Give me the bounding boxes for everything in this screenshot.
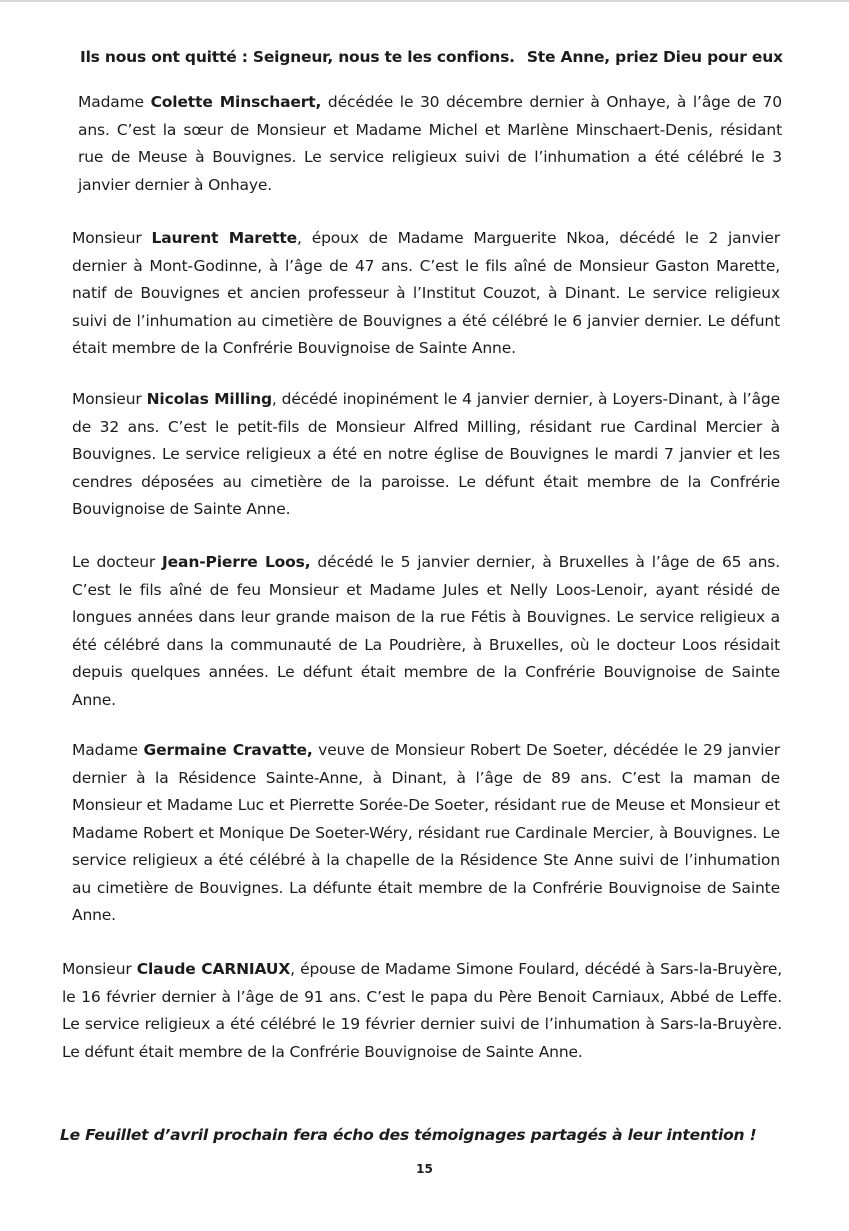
top-edge-line [0,0,849,2]
entry-text: décédé le 5 janvier dernier, à Bruxelles à l’âge de 65 ans. C’est le fils aîné de feu Monsieur et Madame Jules et Nelly Loos-Lenoir, ayant résidé de longues années dans leur grande maison de la rue Fétis à Bouvignes. Le service religieux a été célébré dans la communauté de La Poudrière, à Bruxelles, où le docteur Loos résidait depuis quelques années. Le défunt était membre de la Confrérie Bouvignoise de Sainte Anne. [72,553,781,709]
entry-prefix: Le docteur [72,553,163,571]
entry-prefix: Monsieur [72,390,147,408]
entry-name: Germaine Cravatte, [143,741,313,759]
entry-text: , époux de Madame Marguerite Nkoa, décédé le 2 janvier dernier à Mont-Godinne, à l’âge de 47 ans. C’est le fils aîné de Monsieur Gaston Marette, natif de Bouvignes et ancien professeur à l’Institut Couzot, à Dinant. Le service religieux suivi de l’inhumation au cimetière de Bouvignes a été célébré le 6 janvier dernier. Le défunt était membre de la Confrérie Bouvignoise de Sainte Anne. [72,229,780,357]
entry-prefix: Monsieur [62,960,137,978]
entry-prefix: Madame [78,93,151,111]
section-heading [80,48,800,66]
entry-text: , décédé inopinément le 4 janvier dernier, à Loyers-Dinant, à l’âge de 32 ans. C’est le petit-fils de Monsieur Alfred Milling, résidant rue Cardinal Mercier à Bouvignes. Le service religieux a été en notre église de Bouvignes le mardi 7 janvier et les cendres déposées au cimetière de la paroisse. Le défunt était membre de la Confrérie Bouvignoise de Sainte Anne. [72,390,780,518]
closing-note: Le Feuillet d’avril prochain fera écho des témoignages partagés à leur intention ! [60,1126,757,1144]
heading-main: Ils nous ont quitté : Seigneur, nous te les confions. [80,48,515,66]
entry-name: Laurent Marette [151,229,298,247]
obituary-entry [62,956,782,1066]
entry-name: Jean-Pierre Loos, [162,553,311,571]
entry-name: Colette Minschaert, [150,93,322,111]
entry-text: veuve de Monsieur Robert De Soeter, décédée le 29 janvier dernier à la Résidence Sainte-Anne, à Dinant, à l’âge de 89 ans. C’est la maman de Monsieur et Madame Luc et Pierrette Sorée-De Soeter, résidant rue de Meuse et Monsieur et Madame Robert et Monique De Soeter-Wéry, résidant rue Cardinale Mercier, à Bouvignes. Le service religieux a été célébré à la chapelle de la Résidence Ste Anne suivi de l’inhumation au cimetière de Bouvignes. La défunte était membre de la Confrérie Bouvignoise de Sainte Anne. [72,741,780,924]
entry-text: décédée le 30 décembre dernier à Onhaye, à l’âge de 70 ans. C’est la sœur de Monsieur et Madame Michel et Marlène Minschaert-Denis, résidant rue de Meuse à Bouvignes. Le service religieux suivi de l’inhumation a été célébré le 3 janvier dernier à Onhaye. [78,93,782,194]
entry-prefix: Monsieur [72,229,152,247]
heading-prayer: Ste Anne, priez Dieu pour eux [526,48,783,66]
entry-text: , épouse de Madame Simone Foulard, décédé à Sars-la-Bruyère, le 16 février dernier à l’âge de 91 ans. C’est le papa du Père Benoit Carniaux, Abbé de Leffe. Le service religieux a été célébré le 19 février dernier suivi de l’inhumation à Sars-la-Bruyère. Le défunt était membre de la Confrérie Bouvignoise de Sainte Anne. [62,960,782,1061]
page-number: 15 [416,1162,433,1176]
obituary-entry [72,737,780,930]
entry-name: Claude CARNIAUX [136,960,291,978]
obituary-entry [72,225,780,363]
entry-name: Nicolas Milling [146,390,272,408]
obituary-entry [72,386,780,524]
entry-prefix: Madame [72,741,144,759]
obituary-entry [72,549,780,714]
obituary-entry [78,89,782,199]
